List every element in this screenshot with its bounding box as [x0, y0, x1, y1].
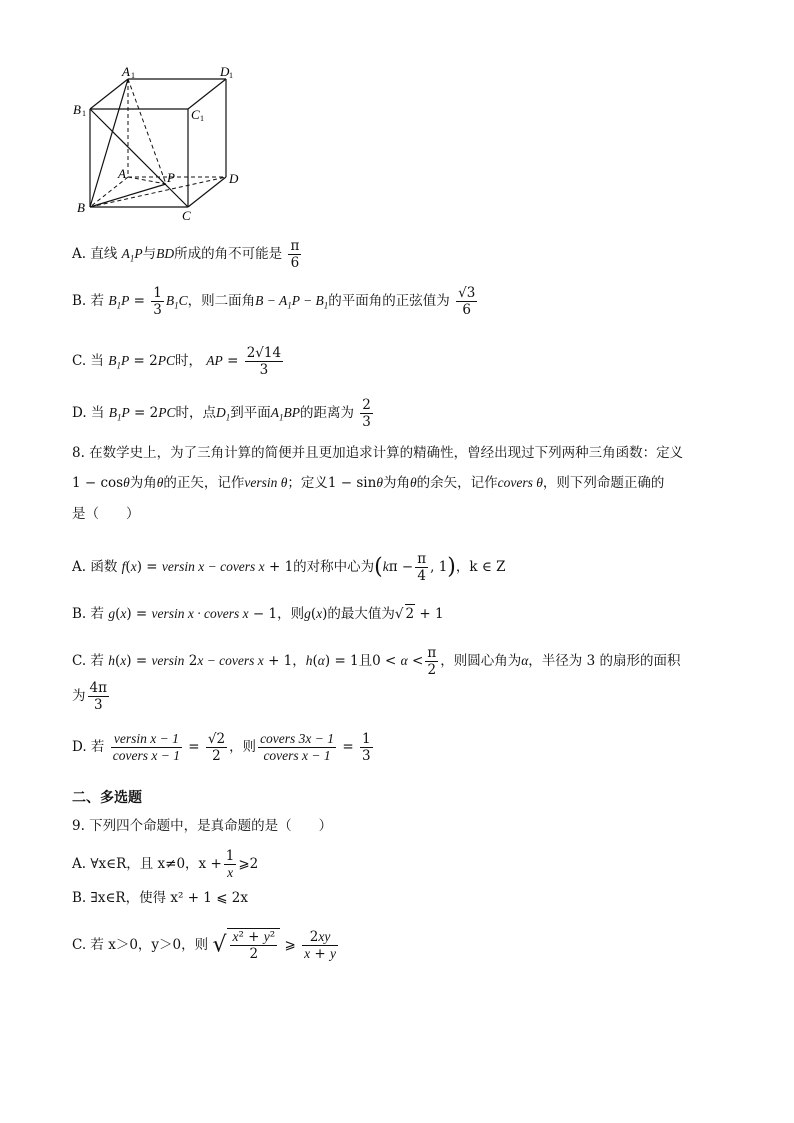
cube-figure — [70, 64, 250, 224]
q7-option-b[interactable]: B. 若 $B_1P$ = $\frac{1}{3}$ $B_1C$，则二面角$B - A_1P - B_1$的平面角的正弦值为 $\frac{√3}{6}$ — [72, 285, 476, 318]
label-B1: B — [73, 102, 81, 117]
fraction: $\frac{2√14}{3}$ — [246, 345, 282, 378]
q9-option-a[interactable]: A. ∀x∈R，且 x≠0，x + $\frac{1}{x}$ ⩾2 — [72, 848, 259, 880]
label-B: B — [77, 200, 85, 215]
q8-stem-line1: 8. 在数学史上，为了三角计算的简便并且更加追求计算的精确性，曾经出现过下列两种三角函数：定义 — [72, 445, 684, 461]
fraction: $\frac{√3}{6}$ — [458, 285, 476, 318]
q9-stem: 9. 下列四个命题中，是真命题的是（ ） — [72, 818, 333, 834]
fraction: $\frac{\pi}{6}$ — [290, 238, 300, 271]
q8-option-d[interactable]: D. 若 $\frac{\text{versin x − 1}}{\text{covers x − 1}}$ = $\frac{√2}{2}$ ，则 $\frac{\text{covers 3x − 1}}{\text{covers x − 1}}$ = $\frac{1}{3}$ — [72, 731, 371, 764]
q8-stem-line2: 1 − cosθ为角θ的正矢，记作versin θ；定义1 − sinθ为角θ的余矢，记作covers θ，则下列命题正确的 — [72, 475, 665, 491]
q7-option-a[interactable]: A. 直线 $A_1P$与BD所成的角不可能是 $\frac{\pi}{6}$ — [72, 238, 300, 271]
svg-text:1: 1 — [229, 71, 233, 80]
q8-option-b[interactable]: B. 若 g(x) = versin x · covers x − 1，则g(x)的最大值为√ 2 + 1 — [72, 606, 444, 622]
section-title: 二、多选题 — [72, 790, 142, 806]
svg-text:1: 1 — [131, 71, 135, 80]
fraction: $\frac{2}{3}$ — [362, 397, 371, 430]
label-A1: A — [122, 64, 130, 79]
label-C1: C — [191, 107, 200, 122]
label-D1: D — [220, 64, 230, 79]
label-A: A — [118, 166, 126, 181]
q8-stem-line3: 是（ ） — [72, 506, 140, 522]
q9-option-b[interactable]: B. ∃x∈R，使得 x² + 1 ⩽ 2x — [72, 890, 248, 906]
q8-option-c-cont: 为 $\frac{4\pi}{3}$ — [72, 680, 107, 713]
q7-option-c[interactable]: C. 当 $B_1P = 2PC$时， AP = $\frac{2√14}{3}$ — [72, 345, 282, 378]
label-C: C — [182, 208, 191, 223]
q8-option-c[interactable]: C. 若 h(x) = versin 2x − covers x + 1，h(α) = 1且0 < α < $\frac{\pi}{2}$ ，则圆心角为α，半径为 3 的扇形的面积 — [72, 645, 681, 678]
label-P: P — [167, 170, 175, 185]
q8-option-a[interactable]: A. 函数 f(x) = versin x − covers x + 1的对称中心为(kπ − $\frac{\pi}{4}$ , 1)，k ∈ Z — [72, 551, 506, 584]
svg-text:1: 1 — [82, 109, 86, 118]
q9-option-c[interactable]: C. 若 x＞0，y＞0，则 √ $\frac{\text{x² + y²}}{2}$ ⩾ $\frac{2xy}{x + y}$ — [72, 929, 337, 962]
label-D: D — [229, 171, 239, 186]
q7-option-d[interactable]: D. 当 $B_1P = 2PC$时，点$D_1$到平面$A_1BP$的距离为 $\frac{2}{3}$ — [72, 397, 371, 430]
svg-text:1: 1 — [200, 114, 204, 123]
